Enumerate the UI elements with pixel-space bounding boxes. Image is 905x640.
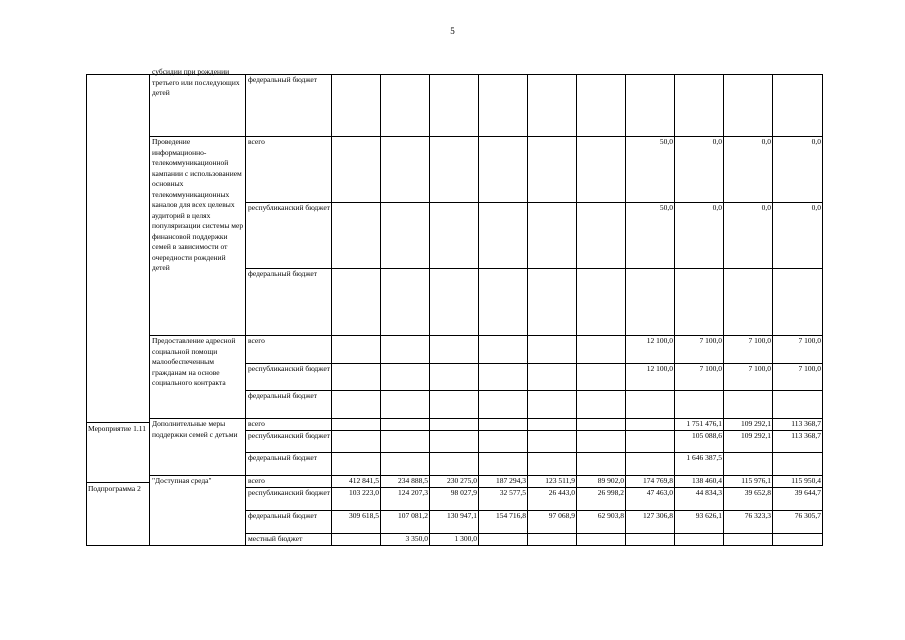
source-cell: всего (246, 419, 332, 431)
amount-cell (528, 391, 577, 419)
divider-line (86, 482, 150, 483)
amount-cell (528, 269, 577, 336)
amount-cell: 103 223,0 (332, 488, 381, 511)
amount-cell: 187 294,3 (479, 476, 528, 488)
amount-cell (381, 431, 430, 453)
amount-cell (724, 453, 773, 476)
amount-cell (626, 431, 675, 453)
amount-cell: 138 460,4 (675, 476, 724, 488)
amount-cell: 105 088,6 (675, 431, 724, 453)
amount-cell (528, 431, 577, 453)
amount-cell (430, 269, 479, 336)
amount-cell: 7 100,0 (773, 336, 823, 364)
amount-cell: 124 207,3 (381, 488, 430, 511)
amount-cell (626, 269, 675, 336)
amount-cell (381, 391, 430, 419)
amount-cell: 230 275,0 (430, 476, 479, 488)
amount-cell: 0,0 (724, 203, 773, 269)
source-cell: федеральный бюджет (246, 391, 332, 419)
amount-cell: 109 292,1 (724, 419, 773, 431)
amount-cell: 7 100,0 (773, 364, 823, 391)
amount-cell (528, 203, 577, 269)
amount-cell: 7 100,0 (724, 364, 773, 391)
amount-cell: 0,0 (675, 137, 724, 203)
amount-cell (332, 137, 381, 203)
amount-cell (577, 453, 626, 476)
amount-cell (675, 269, 724, 336)
amount-cell: 97 068,9 (528, 511, 577, 534)
amount-cell (577, 269, 626, 336)
amount-cell (430, 419, 479, 431)
table-row (87, 75, 823, 137)
amount-cell: 113 368,7 (773, 431, 823, 453)
amount-cell (332, 269, 381, 336)
amount-cell (773, 269, 823, 336)
amount-cell: 39 644,7 (773, 488, 823, 511)
amount-cell (479, 336, 528, 364)
amount-cell (381, 137, 430, 203)
amount-cell: 234 888,5 (381, 476, 430, 488)
amount-cell (381, 364, 430, 391)
amount-cell (479, 137, 528, 203)
amount-cell (577, 391, 626, 419)
amount-cell: 47 463,0 (626, 488, 675, 511)
amount-cell: 7 100,0 (675, 364, 724, 391)
source-cell: местный бюджет (246, 534, 332, 546)
source-cell: федеральный бюджет (246, 453, 332, 476)
amount-cell (332, 431, 381, 453)
amount-cell (332, 419, 381, 431)
measure-name-cell: "Доступная среда" (150, 476, 246, 546)
amount-cell: 39 652,8 (724, 488, 773, 511)
amount-cell (528, 364, 577, 391)
amount-cell: 0,0 (773, 203, 823, 269)
amount-cell: 7 100,0 (724, 336, 773, 364)
amount-cell: 76 323,3 (724, 511, 773, 534)
amount-cell (332, 453, 381, 476)
source-cell: всего (246, 476, 332, 488)
measure-name-cell: Дополнительные меры поддержки семей с детьми (150, 419, 246, 476)
amount-cell (577, 137, 626, 203)
amount-cell (528, 453, 577, 476)
source-cell: федеральный бюджет (246, 269, 332, 336)
amount-cell (332, 364, 381, 391)
amount-cell: 12 100,0 (626, 364, 675, 391)
amount-cell (577, 336, 626, 364)
amount-cell: 1 646 387,5 (675, 453, 724, 476)
amount-cell: 0,0 (675, 203, 724, 269)
amount-cell (479, 203, 528, 269)
amount-cell: 130 947,1 (430, 511, 479, 534)
amount-cell (332, 391, 381, 419)
status-label-measure: Мероприятие 1.11 (88, 424, 148, 435)
status-label-subprogram: Подпрограмма 2 (88, 484, 148, 495)
amount-cell (381, 203, 430, 269)
amount-cell: 1 751 476,1 (675, 419, 724, 431)
amount-cell (332, 534, 381, 546)
amount-cell (332, 336, 381, 364)
amount-cell: 89 902,0 (577, 476, 626, 488)
amount-cell (430, 203, 479, 269)
amount-cell (430, 336, 479, 364)
amount-cell: 26 998,2 (577, 488, 626, 511)
measure-name-cell: субсидии при рождении третьего или последующих детей (150, 75, 246, 137)
amount-cell (724, 391, 773, 419)
amount-cell: 309 618,5 (332, 511, 381, 534)
amount-cell (430, 137, 479, 203)
amount-cell: 1 300,0 (430, 534, 479, 546)
amount-cell (773, 453, 823, 476)
amount-cell (479, 534, 528, 546)
amount-cell (528, 336, 577, 364)
amount-cell: 412 841,5 (332, 476, 381, 488)
amount-cell: 107 081,2 (381, 511, 430, 534)
amount-cell: 113 368,7 (773, 419, 823, 431)
amount-cell (577, 419, 626, 431)
amount-cell (577, 534, 626, 546)
amount-cell (332, 203, 381, 269)
amount-cell (773, 391, 823, 419)
budget-table (86, 67, 823, 546)
amount-cell: 50,0 (626, 137, 675, 203)
amount-cell: 7 100,0 (675, 336, 724, 364)
amount-cell (381, 269, 430, 336)
amount-cell (381, 336, 430, 364)
amount-cell (479, 391, 528, 419)
amount-cell (528, 419, 577, 431)
amount-cell: 50,0 (626, 203, 675, 269)
amount-cell (626, 419, 675, 431)
source-cell: республиканский бюджет (246, 203, 332, 269)
amount-cell (381, 419, 430, 431)
amount-cell: 127 306,8 (626, 511, 675, 534)
source-cell: республиканский бюджет (246, 364, 332, 391)
status-cell (87, 75, 150, 546)
source-cell: республиканский бюджет (246, 431, 332, 453)
amount-cell (773, 534, 823, 546)
amount-cell: 115 950,4 (773, 476, 823, 488)
measure-name-cell: Предоставление адресной социальной помощи малообеспеченным гражданам на основе социального контракта (150, 336, 246, 419)
amount-cell (577, 364, 626, 391)
amount-cell: 109 292,1 (724, 431, 773, 453)
amount-cell (430, 364, 479, 391)
amount-cell: 123 511,9 (528, 476, 577, 488)
amount-cell: 98 027,9 (430, 488, 479, 511)
amount-cell (479, 419, 528, 431)
source-cell: всего (246, 336, 332, 364)
amount-cell: 44 834,3 (675, 488, 724, 511)
amount-cell (577, 203, 626, 269)
source-cell: республиканский бюджет (246, 488, 332, 511)
amount-cell (626, 534, 675, 546)
amount-cell: 174 769,8 (626, 476, 675, 488)
source-cell: федеральный бюджет (246, 75, 332, 137)
amount-cell: 76 305,7 (773, 511, 823, 534)
amount-cell (479, 453, 528, 476)
amount-cell (479, 364, 528, 391)
amount-cell: 154 716,8 (479, 511, 528, 534)
amount-cell (528, 137, 577, 203)
amount-cell (430, 431, 479, 453)
amount-cell: 12 100,0 (626, 336, 675, 364)
table-row (87, 476, 823, 488)
amount-cell: 93 626,1 (675, 511, 724, 534)
source-cell: федеральный бюджет (246, 511, 332, 534)
table-row (87, 419, 823, 431)
divider-line (86, 422, 150, 423)
amount-cell (430, 453, 479, 476)
amount-cell (577, 431, 626, 453)
amount-cell (724, 534, 773, 546)
amount-cell (479, 269, 528, 336)
measure-name-cell: Проведение информационно-телекоммуникационной кампании с использованием основных телекоммуникационных каналов для всех целевых аудиторий в целях популяризации системы мер финансовой поддержки семей в зависимости от очередности рождений детей (150, 137, 246, 336)
table-row (87, 137, 823, 203)
amount-cell: 0,0 (773, 137, 823, 203)
table-row (87, 336, 823, 364)
amount-cell (626, 391, 675, 419)
amount-cell: 115 976,1 (724, 476, 773, 488)
source-cell: всего (246, 137, 332, 203)
amount-cell: 32 577,5 (479, 488, 528, 511)
amount-cell: 0,0 (724, 137, 773, 203)
amount-cell (675, 534, 724, 546)
amount-cell: 62 903,8 (577, 511, 626, 534)
amount-cell (479, 431, 528, 453)
amount-cell: 26 443,0 (528, 488, 577, 511)
amount-cell (528, 534, 577, 546)
amount-cell (675, 391, 724, 419)
amount-cell (724, 269, 773, 336)
amount-cell: 3 350,0 (381, 534, 430, 546)
amount-cell (381, 453, 430, 476)
page-number: 5 (450, 26, 455, 36)
amount-cell (430, 391, 479, 419)
amount-cell (626, 453, 675, 476)
